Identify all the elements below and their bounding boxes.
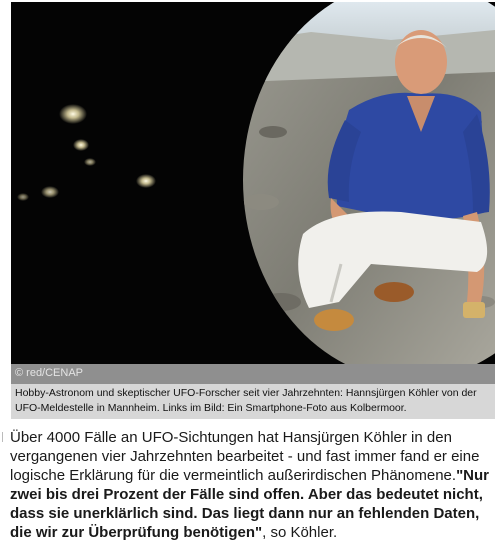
paragraph-quote: "Nur zwei bis drei Prozent der Fälle sind offen. Aber das bedeutet nicht, dass sie unerklärlich sind. Das liegt dann nur an fehlenden Daten, die wir zur Überprüfung benötigen"	[10, 467, 490, 541]
paragraph-lead: Über 4000 Fälle an UFO-Sichtungen hat Hansjürgen Köhler in den vergangenen vier Jahrzehnten bearbeitet - und fast immer fand er eine logische Erklärung für die vermeintlich außerirdischen Phänomene.	[10, 429, 480, 484]
article-paragraph	[10, 428, 496, 542]
photo-credit-bar	[11, 364, 495, 384]
paragraph-marker	[2, 432, 6, 442]
photo-composite	[11, 2, 495, 364]
paragraph-attribution: , so Köhler.	[262, 524, 338, 541]
article-photo	[11, 2, 495, 364]
photo-credit: © red/CENAP	[15, 367, 84, 379]
photo-caption: Hobby-Astronom und skeptischer UFO-Forscher seit vier Jahrzehnten: Hannsjürgen Köhler von der UFO-Meldestelle in Mannheim. Links im Bild: Ein Smartphone-Foto aus Kolbermoor.	[11, 384, 495, 419]
